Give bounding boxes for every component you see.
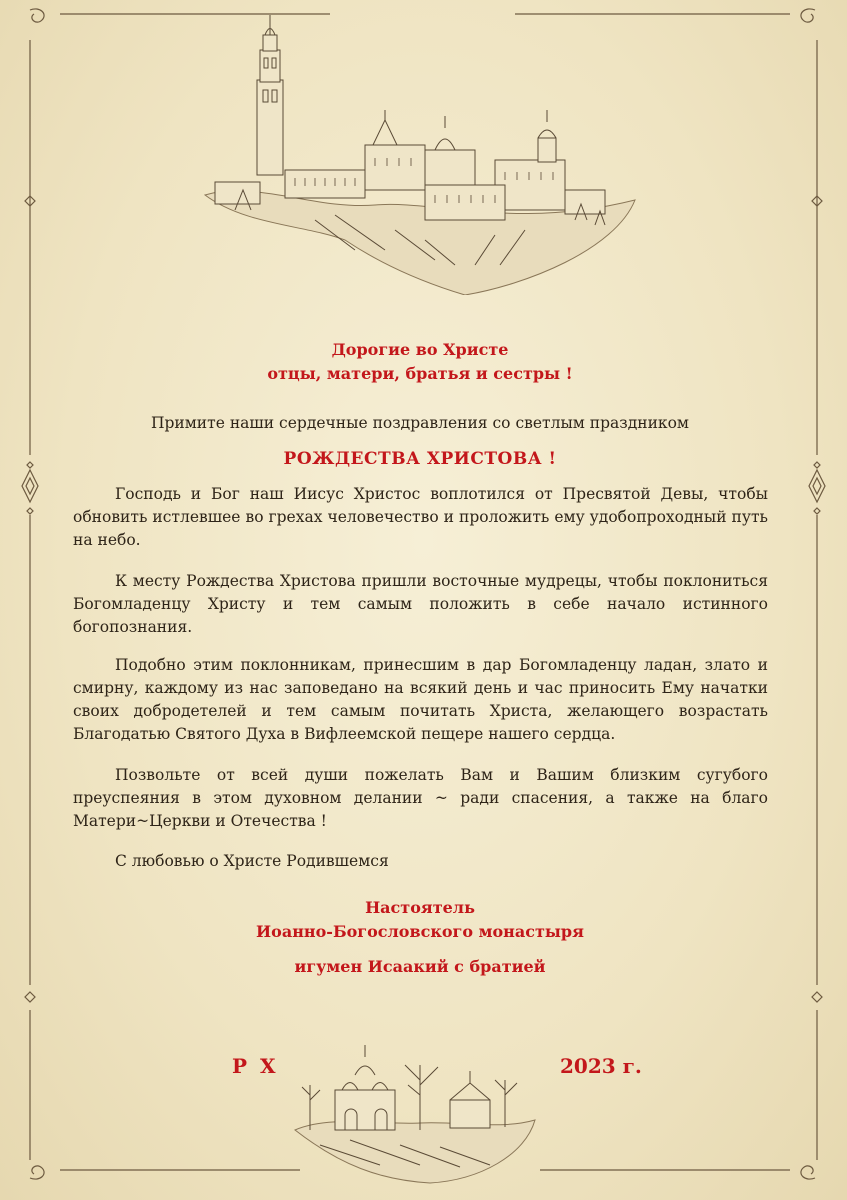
paragraph-2	[73, 570, 768, 639]
paragraph-4-text: Позвольте от всей души пожелать Вам и Вашим близким сугубого преуспеяния в этом духовном делании ~ ради спасения, а также на благо Матери~Церкви и Отечества !	[73, 766, 768, 830]
paragraph-1	[73, 483, 768, 552]
monastery-illustration	[195, 10, 645, 295]
feast-title: РОЖДЕСТВА ХРИСТОВА !	[283, 449, 557, 469]
paragraph-3	[73, 654, 768, 746]
church-illustration	[290, 1035, 540, 1185]
paragraph-1-text: Господь и Бог наш Иисус Христос воплотился от Пресвятой Девы, чтобы обновить истлевшее во грехах человечество и проложить ему удобопроходный путь на небо.	[73, 485, 768, 549]
intro-text: Примите наши сердечные поздравления со светлым праздником	[150, 414, 689, 432]
signature-name: игумен Исаакий с братией	[294, 957, 546, 976]
signature-title: Настоятель	[365, 898, 475, 917]
signature-monastery: Иоанно-Богословского монастыря	[256, 922, 584, 941]
year-mark: 2023 г.	[560, 1054, 642, 1078]
greeting-line-2: отцы, матери, братья и сестры !	[267, 364, 573, 383]
closing-line: С любовью о Христе Родившемся	[115, 852, 389, 870]
greeting	[200, 338, 640, 386]
paragraph-4	[73, 764, 768, 833]
greeting-line-1: Дорогие во Христе	[331, 340, 509, 359]
paragraph-2-text: К месту Рождества Христова пришли восточные мудрецы, чтобы поклониться Богомладенцу Христу и тем самым положить в себе начало истинного богопознания.	[73, 572, 768, 636]
paragraph-3-text: Подобно этим поклонникам, принесшим в дар Богомладенцу ладан, злато и смирну, каждому из нас заповедано на всякий день и час приносить Ему начатки своих добродетелей и тем самым почитать Христа, желающего возрастать Благодатью Святого Духа в Вифлеемской пещере нашего сердца.	[73, 656, 768, 743]
era-mark: Р Х	[232, 1054, 279, 1078]
